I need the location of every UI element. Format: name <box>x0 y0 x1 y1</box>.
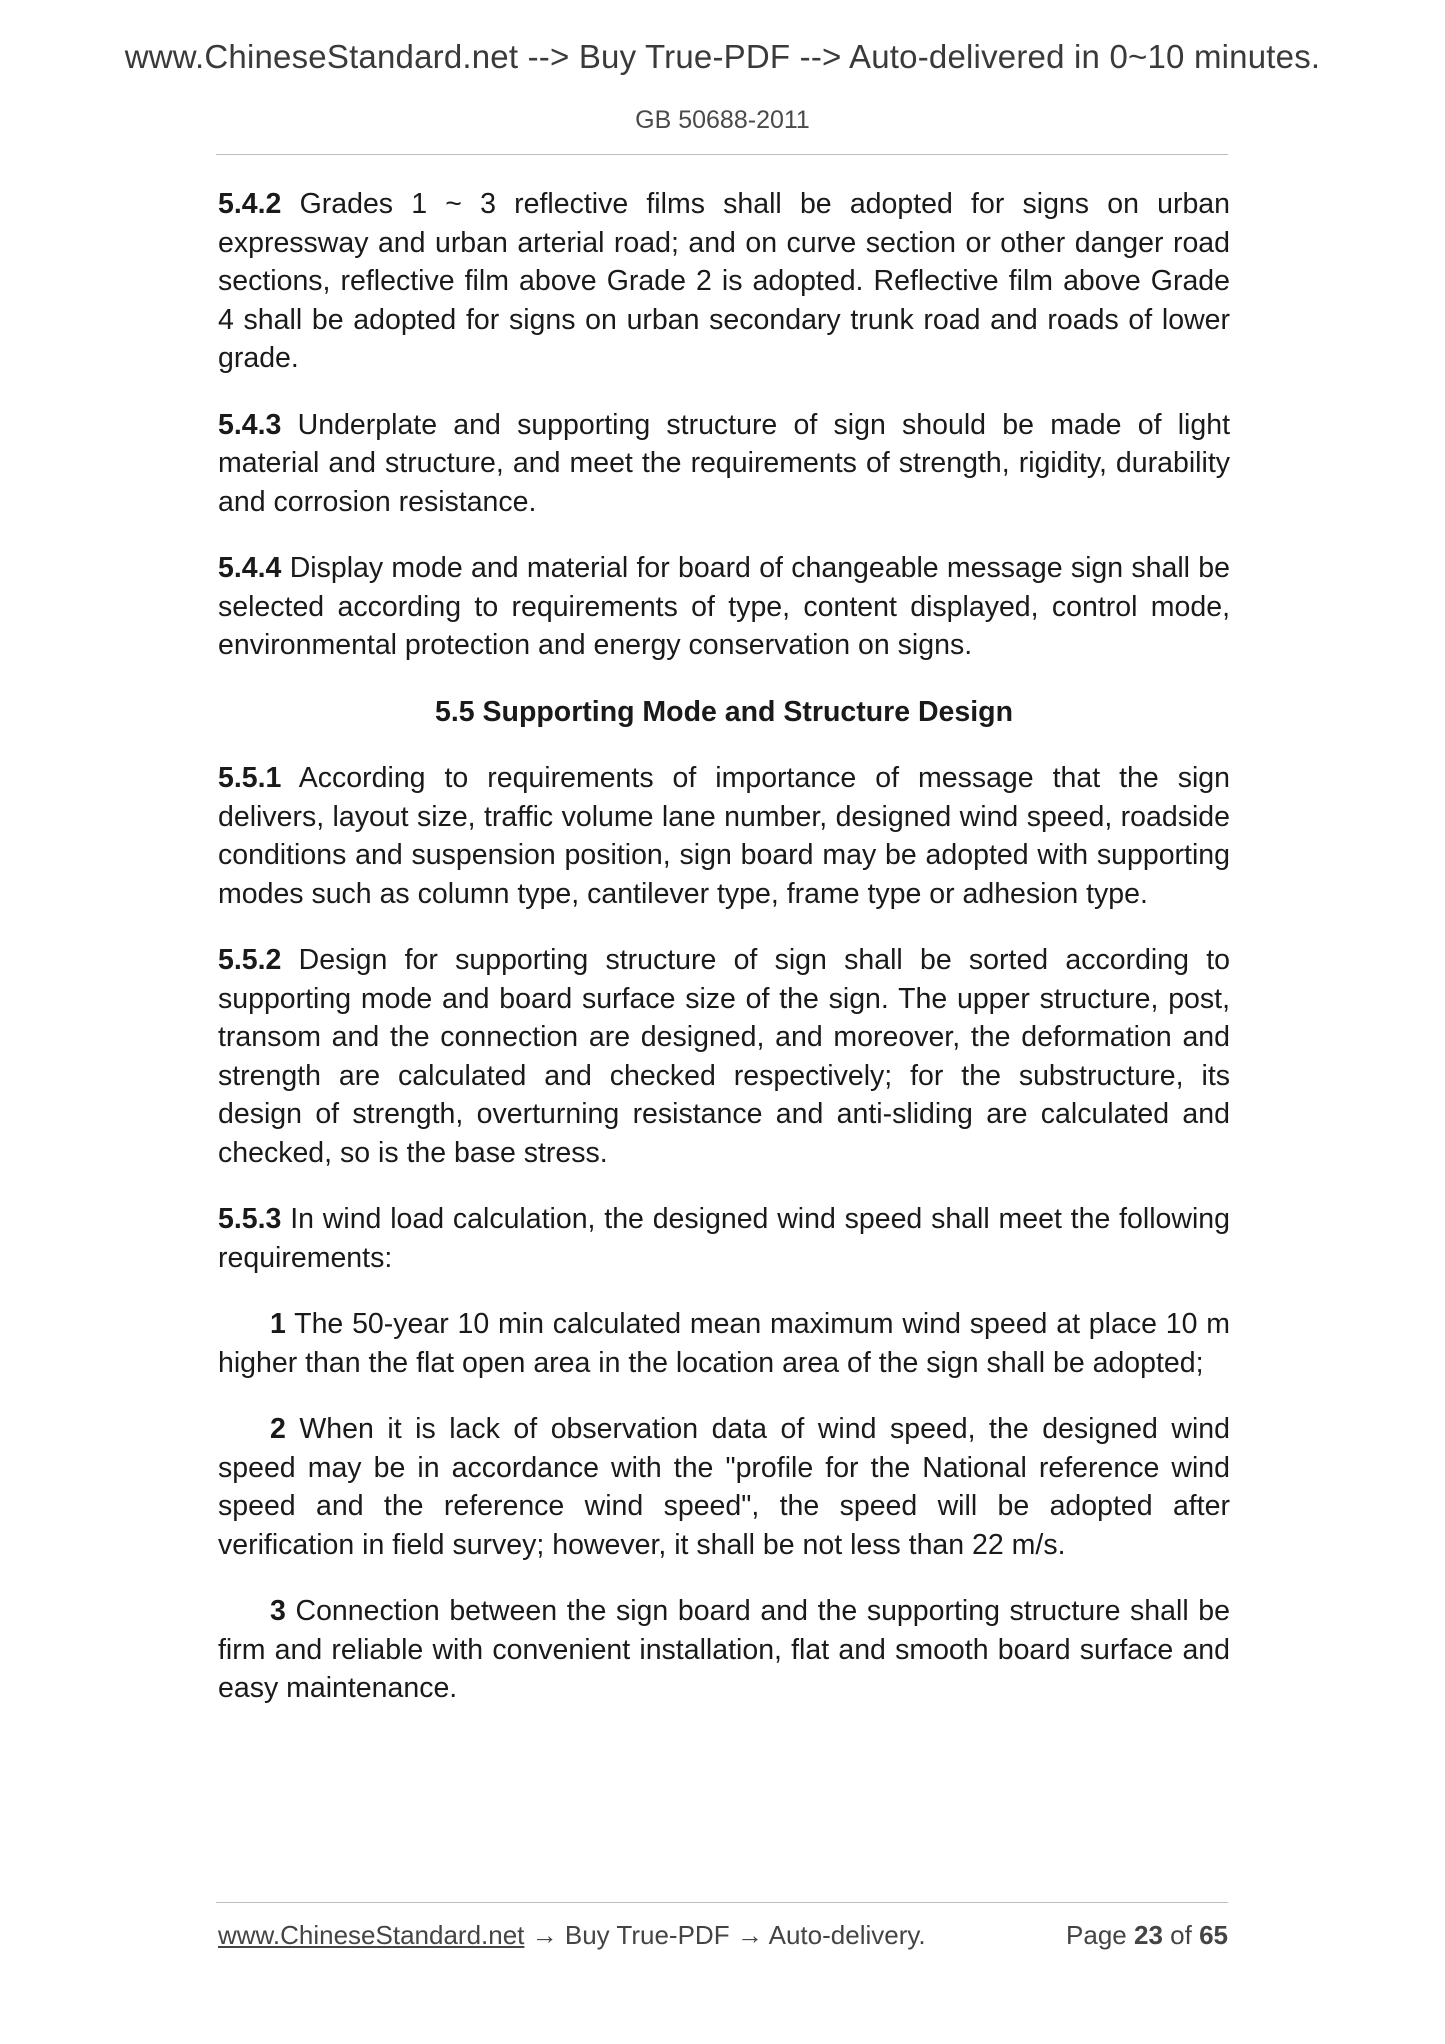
clause-text: According to requirements of importance of message that the sign delivers, layout size, traffic volume lane number, designed wind speed, roadside conditions and suspension position, sign board may be adopted with supporting modes such as column type, cantilever type, frame type or adhesion type. <box>218 762 1230 910</box>
arrow-right-icon: → <box>531 1920 558 1950</box>
page-total: 65 <box>1199 1920 1228 1950</box>
clause-number: 5.4.4 <box>218 552 282 584</box>
item-text: Connection between the sign board and the supporting structure shall be firm and reliable with convenient installation, flat and smooth board surface and easy maintenance. <box>218 1595 1231 1704</box>
standard-code: GB 50688-2011 <box>635 106 810 134</box>
clause-number: 5.5.3 <box>218 1203 282 1235</box>
clause-number: 5.4.3 <box>218 408 282 441</box>
clause-5-5-1 <box>218 759 1230 913</box>
header-divider <box>216 154 1228 155</box>
of-label: of <box>1170 1920 1192 1950</box>
clause-text: In wind load calculation, the designed wind speed shall meet the following requirements: <box>218 1203 1230 1274</box>
document-body <box>218 185 1230 1736</box>
arrow-right-icon: → <box>736 1920 763 1950</box>
item-text: The 50-year 10 min calculated mean maximum wind speed at place 10 m higher than the flat open area in the location area of the sign shall be adopted; <box>218 1308 1230 1379</box>
section-heading-5-5: 5.5 Supporting Mode and Structure Design <box>435 695 1013 728</box>
item-number: 2 <box>270 1413 286 1445</box>
footer-delivery-text: Auto-delivery. <box>768 1920 926 1950</box>
clause-number: 5.5.2 <box>218 944 282 976</box>
item-number: 3 <box>270 1595 286 1627</box>
footer-promo <box>218 1920 926 1951</box>
list-item-1 <box>218 1305 1230 1382</box>
footer-site-link[interactable]: www.ChineseStandard.net <box>218 1920 525 1950</box>
list-item-3 <box>218 1592 1230 1708</box>
clause-5-4-3 <box>218 406 1230 522</box>
clause-5-5-3 <box>218 1200 1230 1277</box>
banner-text: www.ChineseStandard.net --> Buy True-PDF --> Auto-delivered in 0~10 minutes. <box>124 38 1321 75</box>
clause-number: 5.4.2 <box>218 188 282 220</box>
clause-5-5-2 <box>218 941 1230 1172</box>
clause-number: 5.5.1 <box>218 762 282 794</box>
item-text: When it is lack of observation data of wind speed, the designed wind speed may be in accordance with the "profile for the National reference wind speed and the reference wind speed", the speed will be adopted after verification in field survey; however, it shall be not less than 22 m/s. <box>218 1413 1231 1561</box>
clause-5-4-4 <box>218 549 1230 665</box>
footer-divider <box>216 1902 1228 1903</box>
clause-text: Display mode and material for board of changeable message sign shall be selected according to requirements of type, content displayed, control mode, environmental protection and energy conservation on signs. <box>218 552 1230 661</box>
clause-text: Underplate and supporting structure of sign should be made of light material and structure, and meet the requirements of strength, rigidity, durability and corrosion resistance. <box>218 408 1231 518</box>
page-number <box>1066 1920 1228 1951</box>
clause-text: Design for supporting structure of sign shall be sorted according to supporting mode and board surface size of the sign. The upper structure, post, transom and the connection are designed, and moreover, the deformation and strength are calculated and checked respectively; for the substructure, its design of strength, overturning resistance and anti-sliding are calculated and checked, so is the base stress. <box>218 944 1230 1169</box>
list-item-2 <box>218 1410 1230 1564</box>
page-label: Page <box>1066 1920 1127 1950</box>
footer-buy-text: Buy True-PDF <box>564 1920 730 1950</box>
page-current: 23 <box>1134 1920 1163 1950</box>
clause-5-4-2 <box>218 185 1230 378</box>
clause-text: Grades 1 ~ 3 reflective films shall be adopted for signs on urban expressway and urban arterial road; and on curve section or other danger road sections, reflective film above Grade 2 is adopted. Reflective film above Grade 4 shall be adopted for signs on urban secondary trunk road and roads of lower grade. <box>218 188 1230 374</box>
item-number: 1 <box>270 1308 286 1340</box>
